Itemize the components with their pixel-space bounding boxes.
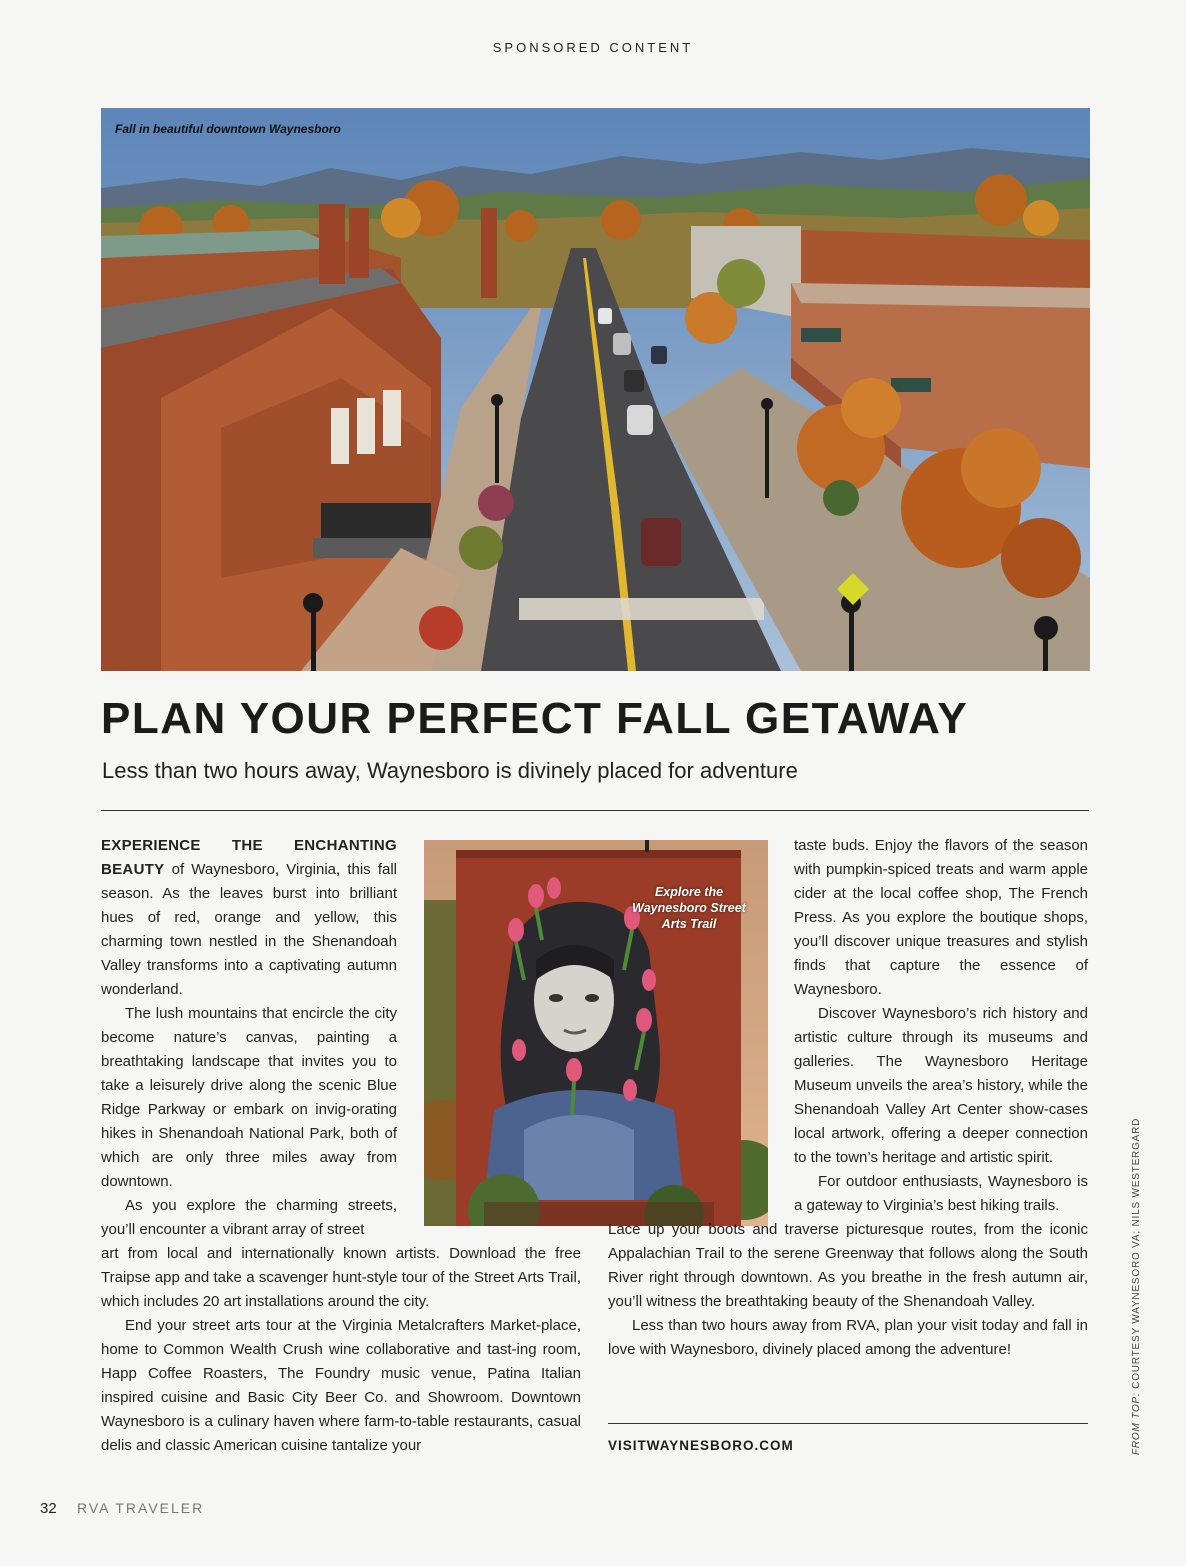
- paragraph-2: The lush mountains that encircle the city become nature’s canvas, painting a breathtaking landscape that invites you to take a leisurely drive along the scenic Blue Ridge Parkway or embark on invig-orating hikes in Shenandoah National Park, both of which are only three miles away from downtown.: [101, 1005, 397, 1190]
- downtown-street-illustration: [101, 108, 1090, 671]
- lead-in: EXPERIENCE THE ENCHANTING BEAUTY: [101, 837, 397, 878]
- article-column-right: [794, 834, 1088, 1218]
- mural-photo-caption: Explore the Waynesboro Street Arts Trail: [632, 885, 746, 931]
- headline-divider: [101, 810, 1089, 811]
- article-headline: PLAN YOUR PERFECT FALL GETAWAY: [101, 694, 969, 743]
- paragraph-3-end: art from local and internationally known artists. Download the free Traipse app and take a scavenger hunt-style tour of the Street Arts Trail, which includes 20 art installations around the city.: [101, 1245, 581, 1310]
- paragraph-1: [101, 834, 397, 1002]
- paragraph-6-end: Lace up your boots and traverse picturesque routes, from the iconic Appalachian Trail to the serene Greenway that follows along the South River right through downtown. As you breathe in the fresh autumn air, you’ll witness the breathtaking beauty of the Shenandoah Valley.: [608, 1221, 1088, 1310]
- paragraph-4-continued: taste buds. Enjoy the flavors of the season with pumpkin-spiced treats and warm apple cider at the local coffee shop, The French Press. As you explore the boutique shops, you’ll discover unique treasures and stylish finds that capture the essence of Waynesboro.: [794, 837, 1088, 998]
- article-subheadline: Less than two hours away, Waynesboro is divinely placed for adventure: [102, 758, 798, 783]
- page-number: 32: [40, 1500, 57, 1517]
- paragraph-6-start: For outdoor enthusiasts, Waynesboro is a gateway to Virginia’s best hiking trails.: [794, 1173, 1088, 1214]
- hero-photo: [101, 108, 1090, 671]
- paragraph-1-text: of Waynesboro, Virginia, this fall season. As the leaves burst into brilliant hues of red, orange and yellow, this charming town nestled in the Shenandoah Valley transforms into a captivating autumn wonderland.: [101, 861, 398, 998]
- article-column-right-wide: [608, 1218, 1088, 1362]
- photo-credit-text: COURTESY WAYNESORO VA; NILS WESTERGARD: [1131, 1117, 1142, 1389]
- paragraph-3-start: As you explore the charming streets, you’ll encounter a vibrant array of street: [101, 1197, 397, 1238]
- website-link[interactable]: VISITWAYNESBORO.COM: [608, 1438, 794, 1453]
- website-divider: [608, 1423, 1088, 1424]
- photo-credit: [1131, 1118, 1142, 1455]
- mural-photo: [424, 840, 768, 1226]
- sponsored-content-label: SPONSORED CONTENT: [492, 40, 694, 55]
- paragraph-7: Less than two hours away from RVA, plan your visit today and fall in love with Waynesboro, divinely placed among the adventure!: [608, 1317, 1088, 1358]
- hero-photo-caption: Fall in beautiful downtown Waynesboro: [115, 122, 341, 136]
- photo-credit-prefix: FROM TOP:: [1131, 1392, 1142, 1455]
- magazine-name: RVA TRAVELER: [77, 1500, 205, 1516]
- article-column-left: [101, 834, 397, 1242]
- paragraph-4: End your street arts tour at the Virginia Metalcrafters Market-place, home to Common Wealth Crush wine collaborative and tast-ing room, Happ Coffee Roasters, The Foundry music venue, Patina Italian inspired cuisine and Basic City Beer Co. and Showroom. Downtown Waynesboro is a culinary haven where farm-to-table restaurants, casual delis and classic American cuisine tantalize your: [101, 1317, 581, 1454]
- paragraph-5: Discover Waynesboro’s rich history and artistic culture through its museums and galleries. The Waynesboro Heritage Museum unveils the area’s history, while the Shenandoah Valley Art Center show-cases local artwork, offering a deeper connection to the town’s heritage and artistic spirit.: [794, 1005, 1088, 1166]
- article-column-left-wide: [101, 1242, 581, 1458]
